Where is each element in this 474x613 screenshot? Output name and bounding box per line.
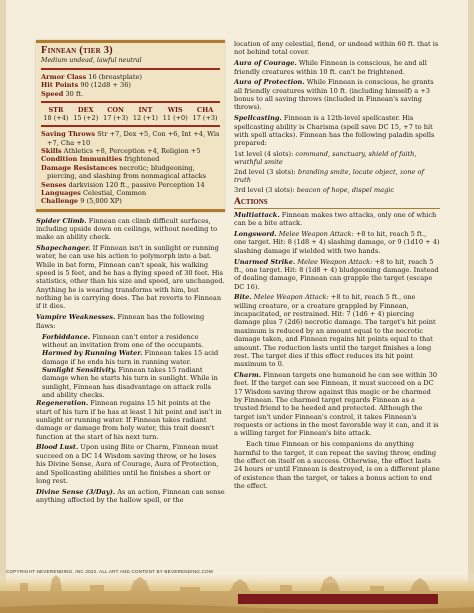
action-name: Longsword.	[234, 230, 277, 239]
property-value: Celestial, Common	[83, 188, 147, 197]
ability-value: 17 (+3)	[103, 114, 129, 123]
ability-value: 11 (+0)	[162, 114, 188, 123]
trait-paragraph	[42, 366, 225, 399]
trait-name: Harmed by Running Water.	[42, 349, 143, 358]
right-column	[234, 40, 440, 493]
armor-class-line	[41, 73, 220, 81]
spell-level: 3rd level (3 slots):	[234, 185, 297, 194]
trait-name: Blood Lust.	[36, 443, 79, 452]
property-line	[41, 147, 220, 155]
trait-paragraph	[234, 114, 440, 147]
ability-scores	[41, 106, 220, 122]
armor-class-label: Armor Class	[41, 73, 87, 81]
trait-name: Sunlight Sensitivity.	[42, 365, 117, 374]
trait-text: Finnean takes 15 radiant damage when he starts his turn in sunlight. While in sunlight, Finnean has disadvantage on attack rolls and ability checks.	[42, 365, 218, 399]
property-line	[41, 155, 220, 163]
trait-paragraph	[36, 399, 225, 441]
spell-line	[234, 168, 440, 185]
armor-class-value: 16 (breastplate)	[88, 73, 142, 81]
trait-text: If Finnean isn't in sunlight or running water, he can use his action to polymorph into a bat. While in bat form, Finnean can't speak, his walking speed is 5 feet, and he has a flying speed of 30 feet. His statistics, other than his size and speed, are unchanged. Anything he is wearing transforms with him, but nothing he is carrying does. The bat reverts to Finnean if it dies.	[36, 244, 225, 311]
ability-name: CHA	[196, 106, 214, 115]
trait-text: Finnean is a 12th-level spellcaster. His spellcasting ability is Charisma (spell save DC 15, +7 to hit with spell attacks). Finnean has the following paladin spells prepared:	[234, 114, 435, 148]
actions-heading: Actions	[234, 197, 440, 209]
ability-name: WIS	[167, 106, 183, 115]
property-value: 9 (5,000 XP)	[80, 197, 122, 206]
trait-text: Upon using Bite or Charm, Finnean must succeed on a DC 14 Wisdom saving throw, or he loses his Divine Sense, Aura of Courage, Aura of Protection, and Spellcasting abilities until he finishes a short or long rest.	[36, 443, 219, 485]
action-text: +8 to hit, reach 5 ft., one target. Hit: 8 (1d8 + 4) slashing damage, or 9 (1d10 + 4) slashing damage if wielded with two hands.	[234, 230, 440, 255]
trait-text: Finnean has the following flaws:	[36, 313, 205, 330]
spell-level: 2nd level (3 slots):	[234, 167, 298, 176]
spell-names: command, sanctuary, shield of faith, wrathful smite	[234, 150, 417, 167]
attack-type: Melee Weapon Attack:	[276, 230, 354, 239]
actions-list	[234, 211, 440, 438]
ability-value: 15 (+2)	[73, 114, 99, 123]
attack-type: Melee Weapon Attack:	[295, 257, 373, 266]
hit-points-label: Hit Points	[41, 81, 79, 90]
action-name: Multiattack.	[234, 210, 280, 219]
ability-value: 12 (+1)	[132, 114, 158, 123]
trait-paragraph	[36, 217, 225, 242]
property-label: Saving Throws	[41, 130, 96, 139]
trait-text: While Finnean is conscious, he and all friendly creatures within 10 ft. can't be frightened.	[234, 59, 427, 76]
trait-paragraph	[234, 78, 440, 111]
property-line	[41, 130, 220, 147]
divider	[41, 125, 220, 127]
action-text: Finnean targets one humanoid he can see within 30 feet. If the target can see Finnean, it must succeed on a DC 17 Wisdom saving throw against this magic or be charmed by Finnean. The charmed target regards Finnean as a trusted friend to be heeded and protected. Although the target isn't under Finnean's control, it takes Finnean's requests or actions in the most favorable way it can, and it is a willing target for Finnean's bite attack.	[234, 371, 439, 438]
trait-text: Finnean can climb difficult surfaces, including upside down on ceilings, without needing to make an ability check.	[36, 216, 218, 242]
property-label: Challenge	[41, 197, 79, 206]
trait-paragraph	[42, 349, 225, 366]
property-value: frightened	[124, 155, 160, 164]
action-text: +8 to hit, reach 5 ft., one willing creature, or a creature grappled by Finnean, incapacitated, or restrained. Hit: 7 (1d6 + 4) piercing damage plus 7 (2d6) necrotic damage. The target's hit point maximum is reduced by an amount equal to the necrotic damage taken, and Finnean regains hit points equal to that amount. The reduction lasts until the target finishes a long rest. The target dies if this effect reduces its hit point maximum to 0.	[234, 293, 436, 369]
speed-value: 30 ft.	[65, 89, 84, 98]
trait-text: While Finnean is conscious, he grants all friendly creatures within 10 ft. (including himself) a +3 bonus to all saving throws (included in Finnean's saving throws).	[234, 78, 434, 112]
left-edge	[0, 0, 6, 613]
creature-name: Finnean (tier 3)	[41, 45, 113, 56]
hit-points-value: 90 (12d8 + 36)	[80, 81, 131, 90]
property-line	[41, 181, 220, 189]
ability-name: INT	[138, 106, 153, 115]
property-label: Skills	[41, 147, 62, 156]
trait-name: Shapechanger.	[36, 244, 91, 253]
property-label: Damage Resistances	[41, 163, 117, 172]
property-value: darkvision 120 ft., passive Perception 14	[68, 180, 205, 189]
spell-line	[234, 186, 440, 194]
charm-continued: Each time Finnean or his companions do anything harmful to the target, it can repeat the saving throw, ending the effect on itself on a success. Otherwise, the effect lasts 24 hours or until Finnean is destroyed, is on a different plane of existence than the target, or takes a bonus action to end the effect.	[234, 440, 440, 490]
action-name: Charm.	[234, 371, 262, 380]
ability-name: DEX	[77, 106, 94, 115]
trait-paragraph	[36, 443, 225, 485]
property-value: necrotic; bludgeoning, piercing, and slashing from nonmagical attacks	[47, 163, 207, 181]
trait-name: Vampire Weaknesses.	[36, 313, 116, 322]
property-line	[41, 189, 220, 197]
action-text: Finnean makes two attacks, only one of which can be a bite attack.	[234, 210, 437, 228]
trait-paragraph	[36, 313, 225, 330]
action-text: +8 to hit, reach 5 ft., one target. Hit: 8 (1d8 + 4) bludgeoning damage. Instead of dealing damage, Finnean can grapple the target (escape DC 16).	[234, 257, 439, 291]
trait-paragraph	[36, 488, 225, 505]
trait-text: As an action, Finnean can sense anything affected by the hallow spell, or the	[36, 487, 225, 505]
trait-name: Aura of Courage.	[234, 59, 297, 68]
property-line	[41, 164, 220, 181]
trait-name: Divine Sense (3/Day).	[36, 487, 116, 496]
spell-names: beacon of hope, dispel magic	[296, 185, 395, 194]
right-edge	[468, 0, 474, 613]
traits-list	[36, 217, 225, 330]
flaws-list	[36, 333, 225, 400]
trait-name: Forbiddance.	[42, 332, 91, 341]
hit-points-line	[41, 81, 220, 89]
left-column	[36, 40, 225, 507]
copyright-text: COPYRIGHT NEVERENDING, INC 2022. ALL ART AND CONTENT BY BEVERENDING.COM	[6, 569, 213, 574]
book-title: ANANSI'S TAPESTRY OF LIVES	[260, 580, 342, 585]
trait-text: Finnean takes 15 acid damage if he ends his turn in running water.	[42, 349, 219, 366]
action-paragraph	[234, 371, 440, 438]
action-name: Unarmed Strike.	[234, 257, 296, 266]
trait-name: Regeneration.	[36, 399, 89, 408]
trait-name: Aura of Protection.	[234, 78, 305, 87]
property-label: Condition Immunities	[41, 155, 123, 164]
action-paragraph	[234, 293, 440, 368]
divider	[41, 101, 220, 103]
property-label: Languages	[41, 188, 81, 197]
action-paragraph	[234, 230, 440, 255]
property-label: Senses	[41, 180, 67, 189]
traits-list-2	[36, 399, 225, 504]
action-name: Bite.	[234, 293, 252, 302]
spell-names: branding smite, locate object, zone of truth	[234, 167, 424, 185]
right-traits-list	[234, 59, 440, 147]
spell-list	[234, 150, 440, 194]
property-value: Str +7, Dex +5, Con +6, Int +4, Wis +7, Cha +10	[47, 130, 220, 147]
ability-value: 17 (+3)	[192, 114, 218, 123]
creature-type: Medium undead, lawful neutral	[41, 57, 142, 64]
trait-name: Spellcasting.	[234, 114, 282, 123]
ability-value: 18 (+4)	[43, 114, 69, 123]
spell-level: 1st level (4 slots):	[234, 150, 296, 159]
trait-paragraph	[36, 244, 225, 311]
speed-label: Speed	[41, 89, 64, 98]
action-paragraph	[234, 258, 440, 291]
trait-name: Spider Climb.	[36, 216, 87, 225]
trait-paragraph	[234, 59, 440, 76]
stat-block	[36, 40, 225, 212]
trait-paragraph	[42, 333, 225, 350]
continued-text: location of any celestial, fiend, or undead within 60 ft. that is not behind total cover.	[234, 40, 439, 57]
speed-line	[41, 90, 220, 98]
trait-text: Finnean can't enter a residence without an invitation from one of the occupants.	[42, 332, 204, 349]
attack-type: Melee Weapon Attack:	[251, 293, 329, 302]
property-value: Athletics +8, Perception +4, Religion +5	[63, 147, 201, 156]
ability-name: CON	[107, 106, 124, 115]
divider	[41, 68, 220, 70]
property-line	[41, 197, 220, 205]
spell-line	[234, 150, 440, 167]
trait-text: Finnean regains 15 hit points at the start of his turn if he has at least 1 hit point and isn't in sunlight or running water. If Finnean takes radiant damage or damage from holy water, this trait doesn't function at the start of his next turn.	[36, 399, 222, 441]
action-paragraph	[234, 211, 440, 228]
ability-name: STR	[48, 106, 64, 115]
property-list	[41, 130, 220, 205]
